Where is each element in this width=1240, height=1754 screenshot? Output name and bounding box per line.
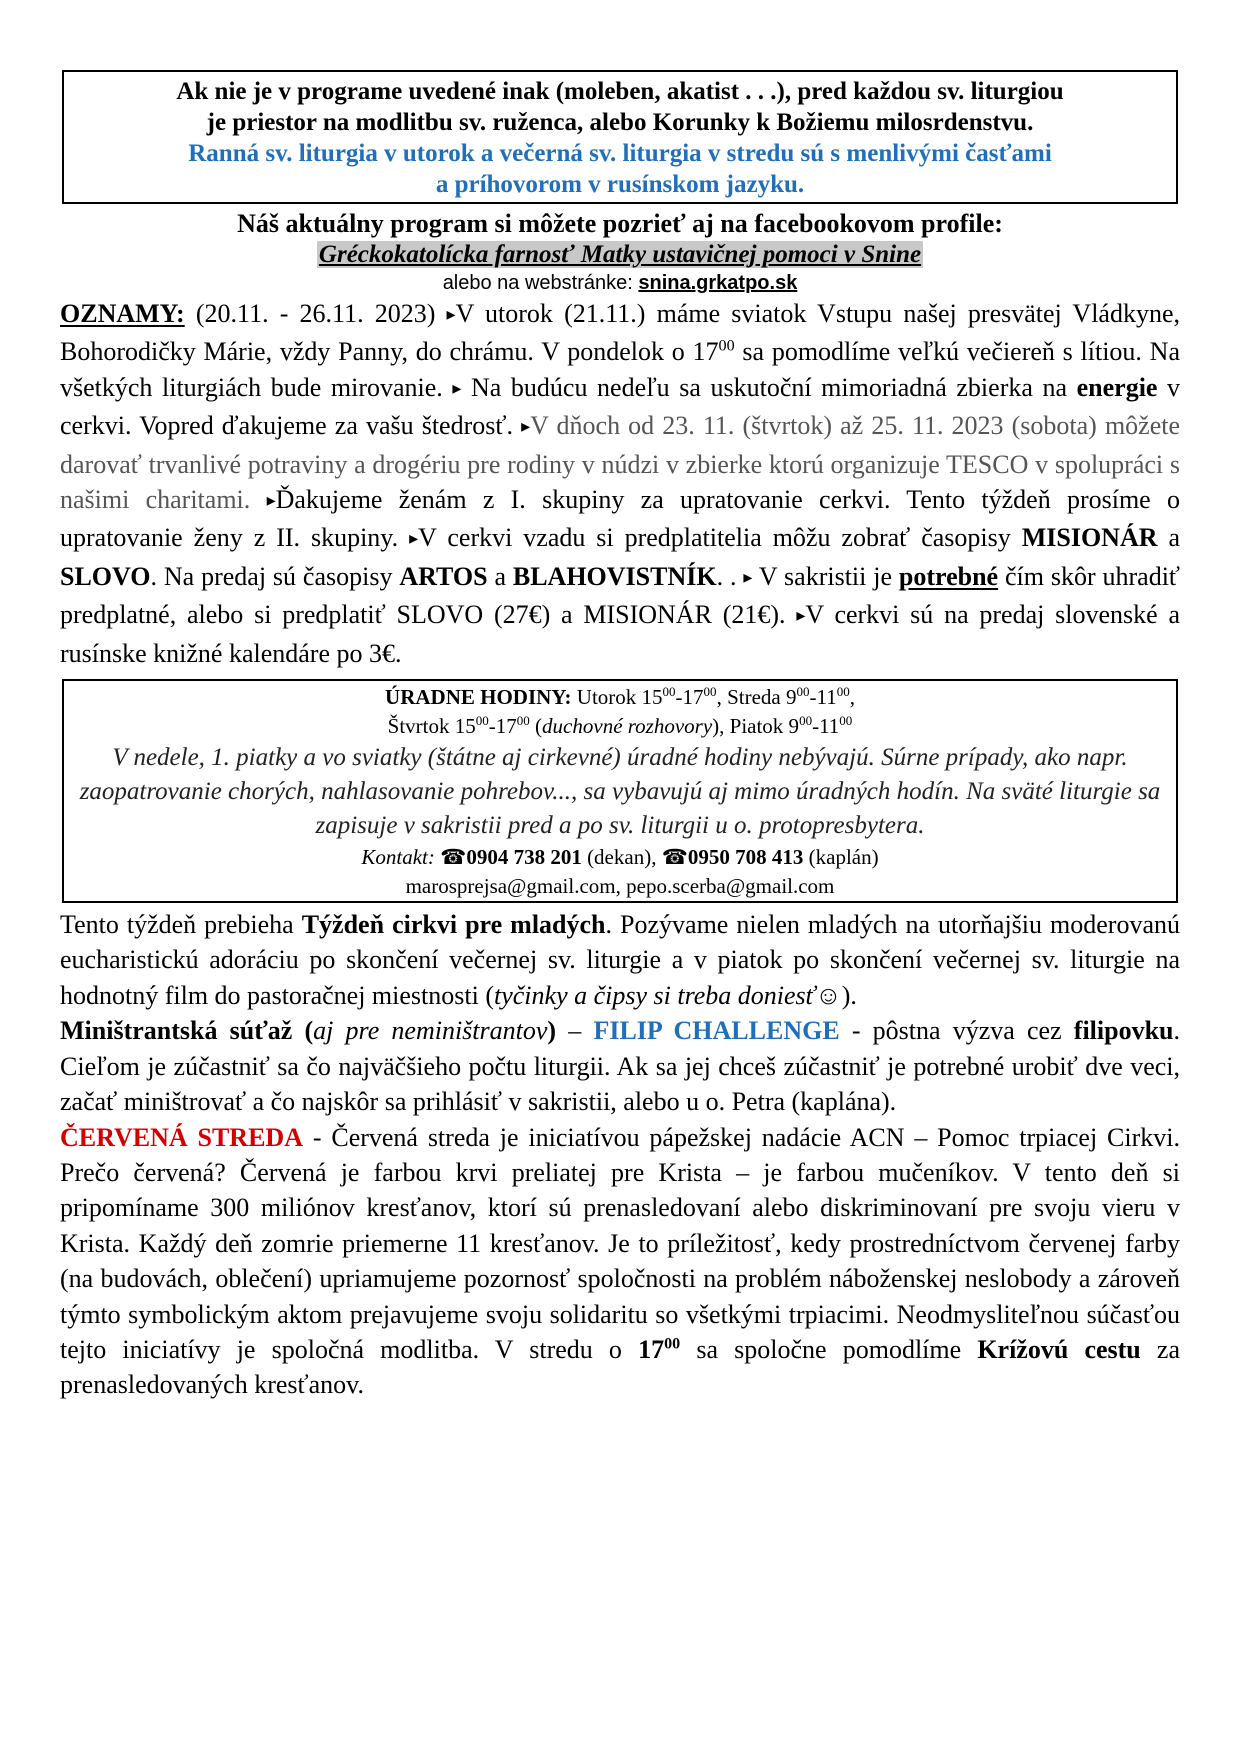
superscript: 00: [839, 713, 853, 729]
prayer-notice-box: [62, 70, 1178, 204]
announcement-1: V utorok (21.11.) máme sviatok Vstupu našej presvätej Vládkyne, Bohorodičky Márie, vždy Panny, do chrámu. V pondelok o 17: [60, 299, 1181, 367]
text: (dekan),: [581, 845, 662, 870]
announcement-2: Na budúcu nedeľu sa uskutoční mimoriadná zbierka na: [471, 372, 1077, 402]
youth-week-title: Týždeň cirkvi pre mladých: [301, 910, 606, 940]
superscript: 00: [799, 713, 813, 729]
filipovka-label: filipovku: [1073, 1016, 1174, 1046]
text: , Streda 9: [716, 685, 797, 710]
bulletin-page: [60, 70, 1180, 1403]
contact-label: Kontakt:: [361, 845, 441, 870]
office-hours-line-2: [64, 712, 1176, 741]
announcement-6-end: čím skôr uhradiť predplatné, alebo si predplatiť SLOVO (27€) a MISIONÁR (21€).: [60, 561, 1181, 630]
announcement-5-and: a: [1157, 523, 1180, 553]
triangle-right-icon: ▸: [409, 528, 419, 549]
triangle-right-icon: ▸: [452, 377, 462, 398]
text: Utorok 15: [571, 685, 663, 710]
text: - Červená streda je iniciatívou pápežskej nadácie ACN – Pomoc trpiacej Cirkvi. Prečo červená? Červená je farbou krvi preliatej pre Krista – je farbou mučeníkov. V tento deň si pripomíname 300 miliónov kresťanov, ktorí sú prenasledovaní alebo diskriminovaní pre svoju vieru v Krista. Každý deň zomrie priemerne 11 kresťanov. Je to príležitosť, kedy prostredníctvom červenej farby (na budovách, oblečení) upriamujeme pozornosť spoločnosti na problém náboženskej neslobody a zároveň týmto symbolickým aktom prejavujeme svoju solidaritu so všetkými trpiacimi. Neodmysliteľnou súčasťou tejto iniciatívy je spoločná modlitba. V stredu o: [60, 1122, 1180, 1364]
facebook-profile: [60, 239, 1180, 270]
text: . Pozývame nielen mladých na utorňajšiu moderovanú eucharistickú adoráciu po skončení večernej sv. liturgie a v piatok po skončení večernej sv. liturgie na hodnotný film do pastoračnej miestnosti (: [60, 910, 1180, 1010]
text: Tento týždeň prebieha: [60, 910, 302, 940]
superscript: 00: [662, 684, 676, 700]
red-wednesday-time: 17: [638, 1334, 665, 1364]
office-hours-label: ÚRADNE HODINY:: [385, 685, 572, 710]
office-hours-line-1: [64, 683, 1176, 712]
announcement-2-end: v cerkvi. Vopred ďakujeme za vašu štedrosť.: [60, 372, 1181, 441]
magazine-artos: ARTOS: [399, 561, 488, 591]
snacks-note: tyčinky a čipsy si treba doniesť: [494, 980, 816, 1010]
superscript: 00: [703, 684, 717, 700]
announcement-6: V sakristii je: [758, 561, 899, 591]
text: (kaplán): [803, 845, 879, 870]
office-hours-box: [62, 679, 1178, 903]
text: ).: [841, 980, 857, 1010]
text: ): [547, 1016, 557, 1046]
rusyn-liturgy-line-2: a príhovorom v rusínskom jazyku.: [435, 171, 805, 198]
triangle-right-icon: ▸: [521, 416, 531, 437]
superscript: 00: [516, 713, 530, 729]
website-line: [60, 270, 1180, 296]
text: -17: [488, 714, 517, 739]
announcement-5-mid: . Na predaj sú časopisy: [150, 561, 400, 591]
phone-kaplan[interactable]: 0950 708 413: [687, 845, 804, 870]
announcement-5-end: . .: [716, 561, 737, 591]
superscript: 00: [664, 1335, 681, 1353]
announcements-label: OZNAMY:: [60, 299, 185, 328]
triangle-right-icon: ▸: [446, 304, 456, 324]
text: sa spoločne pomodlíme: [680, 1334, 978, 1364]
magazine-misionar: MISIONÁR: [1021, 523, 1158, 553]
text: za prenasledovaných kresťanov.: [60, 1334, 1180, 1400]
announcements-paragraph: [60, 296, 1180, 671]
facebook-intro: Náš aktuálny program si môžete pozrieť aj na facebookovom profile:: [237, 209, 1003, 238]
website-prefix: alebo na webstránke:: [442, 272, 639, 294]
announcement-4: Ďakujeme ženám z I. skupiny za upratovanie cerkvi. Tento týždeň prosíme o upratovanie ženy z II. skupiny.: [60, 485, 1180, 553]
text: –: [556, 1016, 594, 1046]
prayer-notice-line-2: je priestor na modlitbu sv. ruženca, alebo Korunky k Božiemu milosrdenstvu.: [206, 109, 1034, 136]
text: -17: [675, 685, 704, 710]
superscript: 00: [796, 684, 810, 700]
filip-challenge-label: FILIP CHALLENGE: [593, 1016, 840, 1046]
text: (: [529, 714, 543, 739]
triangle-right-icon: ▸: [266, 490, 276, 511]
text: Štvrtok 15: [387, 714, 476, 739]
text: ), Piatok 9: [712, 714, 800, 739]
superscript: 00: [718, 337, 735, 355]
triangle-right-icon: ▸: [743, 566, 753, 587]
challenge-title: Miništrantská súťaž (: [60, 1016, 314, 1046]
office-hours-notice: V nedele, 1. piatky a vo sviatky (štátne aj cirkevné) úradné hodiny nebývajú. Súrne prípady, ako napr. zaopatrovanie chorých, nahlasovanie pohrebov..., sa vybavujú aj mimo úradných hodín. Na sväté liturgie sa zapisuje v sakristii pred a po sv. liturgii u o. protopresbytera.: [79, 744, 1161, 840]
facebook-profile-link[interactable]: Gréckokatolícka farnosť Matky ustavičnej pomoci v Snine: [318, 241, 922, 268]
spiritual-talks: duchovné rozhovory: [542, 714, 713, 739]
stations-of-cross: Krížovú cestu: [977, 1334, 1141, 1364]
text: - pôstna výzva cez: [839, 1016, 1074, 1046]
contact-emails[interactable]: marosprejsa@gmail.com, pepo.scerba@gmail.com: [405, 874, 835, 899]
challenge-note: aj pre neminištrantov: [313, 1016, 548, 1046]
prayer-notice-line-1: Ak nie je v programe uvedené inak (moleben, akatist . . .), pred každou sv. liturgiou: [176, 78, 1064, 105]
announcement-2-bold: energie: [1076, 372, 1158, 402]
triangle-right-icon: ▸: [796, 605, 806, 626]
youth-week-paragraph: [60, 907, 1180, 1013]
superscript: 00: [836, 684, 850, 700]
text: . Cieľom je zúčastniť sa čo najväčšieho počtu liturgii. Ak sa jej chceš zúčastniť je potrebné urobiť dve veci, začať miništrovať a čo najskôr sa prihlásiť v sakristii, alebo u o. Petra (kaplána).: [60, 1016, 1181, 1117]
phone-dekan[interactable]: 0904 738 201: [466, 845, 582, 870]
announcements-dates: (20.11. - 26.11. 2023): [195, 299, 436, 328]
red-wednesday-label: ČERVENÁ STREDA: [60, 1122, 303, 1152]
text: ,: [849, 685, 855, 710]
magazine-slovo: SLOVO: [60, 561, 151, 591]
contact-line: [64, 843, 1176, 872]
announcement-1-end: sa pomodlíme veľkú večiereň s lítiou. Na všetkých liturgiách bude mirovanie.: [60, 337, 1180, 402]
announcement-6-bold: potrebné: [898, 561, 999, 591]
smiley-icon: ☺: [815, 980, 842, 1010]
announcement-3: V dňoch od 23. 11. (štvrtok) až 25. 11. 2023 (sobota) môžete darovať trvanlivé potraviny a drogériu pre rodiny v núdzi v zbierke ktorú organizuje TESCO v spolupráci s našimi charitami.: [60, 411, 1181, 515]
magazine-blahovistnik: BLAHOVISTNÍK: [512, 561, 717, 591]
red-wednesday-paragraph: [60, 1120, 1180, 1403]
telephone-icon: ☎: [661, 845, 688, 870]
announcement-5: V cerkvi vzadu si predplatitelia môžu zobrať časopisy: [418, 523, 1022, 553]
text: -11: [812, 714, 840, 739]
website-link[interactable]: snina.grkatpo.sk: [638, 272, 798, 294]
altar-server-challenge-paragraph: [60, 1013, 1180, 1119]
announcement-5-and: a: [487, 561, 513, 591]
announcement-7: V cerkvi sú na predaj slovenské a rusínske knižné kalendáre po 3€.: [60, 600, 1180, 668]
superscript: 00: [475, 713, 489, 729]
telephone-icon: ☎: [440, 845, 467, 870]
text: -11: [809, 685, 837, 710]
rusyn-liturgy-line-1: Ranná sv. liturgia v utorok a večerná sv. liturgia v stredu sú s menlivými časťami: [188, 140, 1052, 167]
